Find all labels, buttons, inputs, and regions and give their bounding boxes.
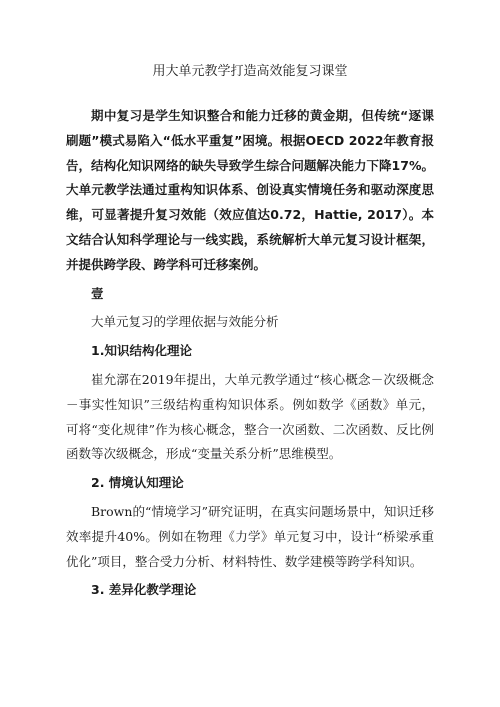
section-title: 大单元复习的学理依据与效能分析	[91, 314, 279, 330]
section-number: 壹	[91, 285, 104, 301]
subsection-heading-3: 3. 差异化教学理论	[91, 582, 197, 598]
subsection-text-1: 崔允漷在2019年提出，大单元教学通过“核心概念－次级概念－事实性知识”三级结构重构知识体系。例如数学《函数》单元，可将“变化规律”作为核心概念，整合一次函数、二次函数、反比例函数等次级概念，形成“变量关系分析”思维模型。	[66, 371, 434, 462]
subsection-text-2: Brown的“情境学习”研究证明，在真实问题场景中，知识迁移效率提升40%。例如在物理《力学》单元复习中，设计“桥梁承重优化”项目，整合受力分析、材料特性、数学建模等跨学科知识。	[66, 503, 434, 569]
document-title: 用大单元教学打造高效能复习课堂	[152, 64, 348, 79]
subsection-heading-2: 2. 情境认知理论	[91, 475, 184, 491]
abstract-paragraph: 期中复习是学生知识整合和能力迁移的黄金期，但传统“逐课刷题”模式易陷入“低水平重复”困境。根据OECD 2022年教育报告，结构化知识网络的缺失导致学生综合问题解决能力下降17%。大单元教学法通过重构知识体系、创设真实情境任务和驱动深度思维，可显著提升复习效能（效应值达0.72，Hattie, 2017）。本文结合认知科学理论与一线实践，系统解析大单元复习设计框架，并提供跨学段、跨学科可迁移案例。	[66, 108, 434, 272]
subsection-heading-1: 1.知识结构化理论	[91, 343, 192, 359]
